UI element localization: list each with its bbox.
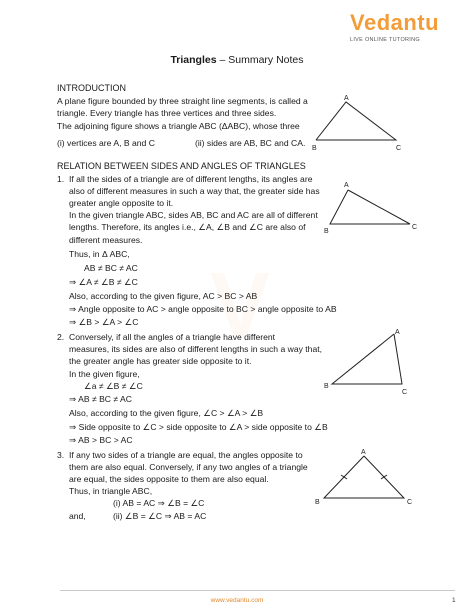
triangle-figure-2: [324, 178, 424, 236]
item2-number: 2.: [57, 332, 65, 342]
item1-line-10: Also, according to the given figure, AC > BC > AB: [69, 291, 258, 301]
item3-number: 3.: [57, 450, 65, 460]
item3-line-5: (i) AB = AC ⇒ ∠B = ∠C: [113, 498, 205, 508]
item1-line-8: AB ≠ BC ≠ AC: [84, 263, 138, 273]
footer-url: www.vedantu.com: [210, 597, 264, 604]
page-title: [0, 55, 474, 65]
item2-line-8: ⇒ Side opposite to ∠C > side opposite to ∠A > side opposite to ∠B: [69, 422, 328, 432]
page-number: 1: [452, 597, 456, 604]
item3-line-1: If any two sides of a triangle are equal, the angles opposite to: [69, 450, 303, 460]
title-rest: – Summary Notes: [216, 54, 304, 66]
item1-line-5: lengths. Therefore, its angles i.e., ∠A, ∠B and ∠C are also of: [69, 222, 306, 232]
intro-line-3: The adjoining figure shows a triangle ABC (ΔABC), whose three: [57, 121, 300, 131]
item3-line-4: Thus, in triangle ABC,: [69, 486, 153, 496]
item1-line-2: also of different measures in such a way that, the greater side has: [69, 186, 320, 196]
fig1-label-a: A: [344, 95, 349, 102]
fig4-label-a: A: [361, 449, 366, 456]
fig1-label-b: B: [312, 145, 317, 152]
item2-line-7: Also, according to the given figure, ∠C > ∠A > ∠B: [69, 408, 264, 418]
item1-line-1: If all the sides of a triangle are of different lengths, its angles are: [69, 174, 313, 184]
item1-line-6: different measures.: [69, 235, 143, 245]
logo-wordmark: Vedantu: [350, 10, 440, 35]
fig4-label-c: C: [407, 499, 413, 506]
item2-line-2: measures, its sides are also of different lengths in such a way that,: [69, 344, 323, 354]
item3-line-3: are equal, the sides opposite to them are also equal.: [69, 474, 269, 484]
fig1-label-c: C: [396, 145, 402, 152]
item1-line-12: ⇒ ∠B > ∠A > ∠C: [69, 317, 139, 327]
item2-line-9: ⇒ AB > BC > AC: [69, 435, 133, 445]
item1-line-4: In the given triangle ABC, sides AB, BC and AC are all of different: [69, 210, 318, 220]
fig2-label-b: B: [324, 228, 329, 235]
item2-line-4: In the given figure,: [69, 369, 140, 379]
fig2-label-c: C: [412, 224, 418, 231]
fig3-label-a: A: [395, 329, 400, 336]
intro-heading: INTRODUCTION: [57, 83, 126, 93]
vedantu-logo: [348, 10, 460, 50]
item1-line-9: ⇒ ∠A ≠ ∠B ≠ ∠C: [69, 277, 138, 287]
intro-line-2: triangle. Every triangle has three vertices and three sides.: [57, 108, 277, 118]
svg-text:V: V: [209, 255, 271, 355]
triangle-figure-4: [312, 448, 422, 510]
item2-line-5: ∠a ≠ ∠B ≠ ∠C: [84, 381, 143, 391]
item1-line-3: greater angle opposite to it.: [69, 198, 174, 208]
item2-line-1: Conversely, if all the angles of a triangle have different: [69, 332, 276, 342]
intro-sides: (ii) sides are AB, BC and CA.: [195, 138, 306, 148]
fig2-label-a: A: [344, 182, 349, 189]
item2-line-6: ⇒ AB ≠ BC ≠ AC: [69, 394, 132, 404]
fig3-label-b: B: [324, 383, 329, 390]
item1-line-11: ⇒ Angle opposite to AC > angle opposite to BC > angle opposite to AB: [69, 304, 337, 314]
relation-heading: RELATION BETWEEN SIDES AND ANGLES OF TRIANGLES: [57, 161, 306, 171]
intro-line-1: A plane figure bounded by three straight line segments, is called a: [57, 96, 308, 106]
item3-line-2: them are also equal. Conversely, if any two angles of a triangle: [69, 462, 308, 472]
item2-line-3: the greater angle has greater side opposite to it.: [69, 356, 252, 366]
triangle-figure-1: [312, 92, 412, 154]
logo-tagline: LIVE ONLINE TUTORING: [350, 37, 420, 43]
fig3-label-c: C: [402, 389, 408, 396]
fig4-label-b: B: [315, 499, 320, 506]
item3-line-6: and,: [69, 511, 86, 521]
title-bold: Triangles: [170, 54, 217, 66]
intro-vertices: (i) vertices are A, B and C: [57, 138, 155, 148]
item3-line-7: (ii) ∠B = ∠C ⇒ AB = AC: [113, 511, 207, 521]
triangle-figure-3: [322, 326, 412, 398]
item1-number: 1.: [57, 174, 65, 184]
footer-divider: [60, 590, 455, 591]
item1-line-7: Thus, in Δ ABC,: [69, 249, 130, 259]
